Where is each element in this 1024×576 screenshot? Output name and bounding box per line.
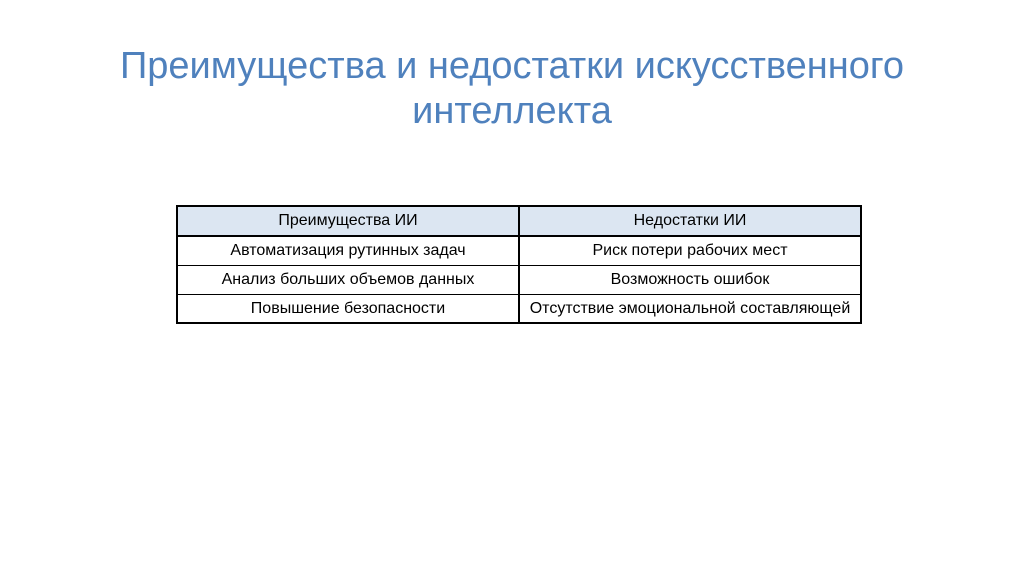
slide-title: Преимущества и недостатки искусственного интеллекта xyxy=(119,45,905,132)
table-header-row xyxy=(177,206,861,236)
table-row xyxy=(177,236,861,266)
header-advantages: Преимущества ИИ xyxy=(177,206,519,236)
table-cell-disadvantage: Отсутствие эмоциональной составляющей xyxy=(519,295,861,324)
table-cell-disadvantage: Риск потери рабочих мест xyxy=(519,236,861,266)
table-cell-advantage: Анализ больших объемов данных xyxy=(177,266,519,295)
table-cell-advantage: Автоматизация рутинных задач xyxy=(177,236,519,266)
table-cell-advantage: Повышение безопасности xyxy=(177,295,519,324)
comparison-table xyxy=(176,205,862,324)
table-row xyxy=(177,266,861,295)
table-cell-disadvantage: Возможность ошибок xyxy=(519,266,861,295)
header-disadvantages: Недостатки ИИ xyxy=(519,206,861,236)
table-row xyxy=(177,295,861,324)
